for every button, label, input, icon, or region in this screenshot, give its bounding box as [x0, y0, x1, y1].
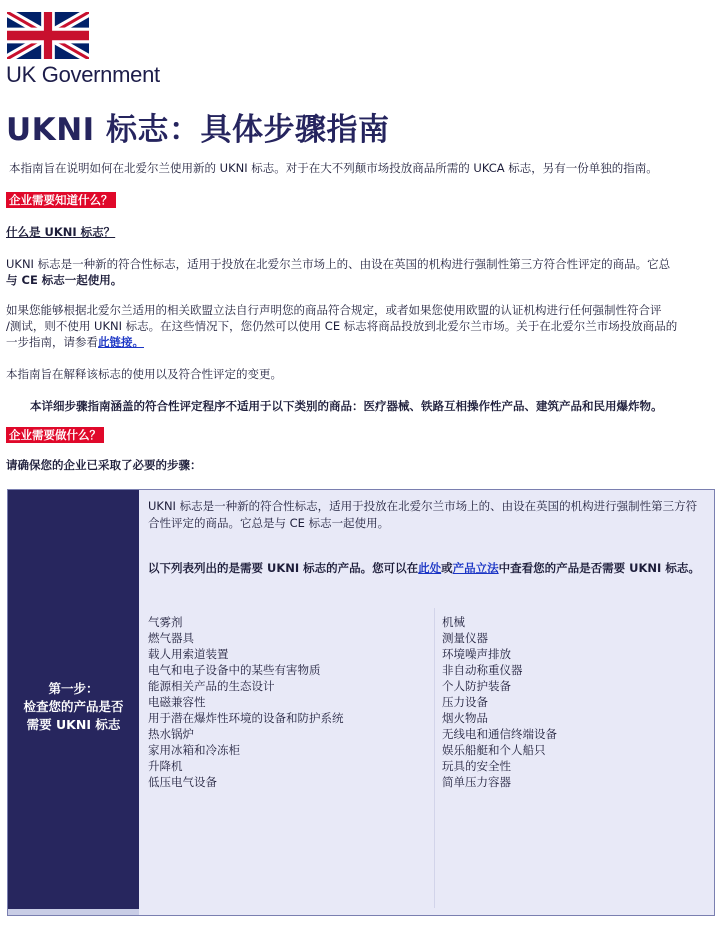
- products-list-left: [148, 614, 344, 790]
- section-heading-do: [6, 427, 104, 443]
- uk-government-logo: [7, 12, 89, 59]
- step1-description: UKNI 标志是一种新的符合性标志，适用于投放在北爱尔兰市场上的、由设在英国的机构进行强制性第三方符合性评定的商品。它总是与 CE 标志一起使用。: [148, 499, 698, 530]
- step1-content-cell: [139, 490, 714, 915]
- product-list-item: 家用冰箱和冷冻柜: [148, 743, 240, 757]
- steps-table: [7, 489, 715, 916]
- this-link[interactable]: 此链接。: [98, 335, 144, 349]
- product-list-item: 环境噪声排放: [442, 647, 511, 661]
- para2-line1: 如果您能够根据北爱尔兰适用的相关欧盟立法自行声明您的商品符合规定，或者如果您使用欧盟的认证机构进行任何强制性符合评: [6, 303, 662, 317]
- product-list-item: 简单压力容器: [442, 775, 511, 789]
- product-list-item: 机械: [442, 615, 465, 629]
- step1-label-line1: 第一步：: [48, 681, 99, 696]
- product-list-item: 热水锅炉: [148, 727, 194, 741]
- product-list-item: 非自动称重仪器: [442, 663, 523, 677]
- step1-label-cell: [8, 490, 139, 915]
- product-list-item: 能源相关产品的生态设计: [148, 679, 275, 693]
- para1-line2: 与 CE 标志一起使用。: [6, 273, 123, 287]
- para2-line3-text: 一步指南，请参看: [6, 335, 98, 349]
- product-list-item: 个人防护装备: [442, 679, 511, 693]
- list-intro-post: 中查看您的产品是否需要 UKNI 标志。: [498, 561, 700, 575]
- section-heading-know: [6, 192, 116, 208]
- intro-text: 本指南旨在说明如何在北爱尔兰使用新的 UKNI 标志。对于在大不列颠市场投放商品所需的 UKCA 标志，另有一份单独的指南。: [9, 161, 658, 175]
- step1-label-line2: 检查您的产品是否: [23, 699, 124, 714]
- product-list-item: 测量仪器: [442, 631, 488, 645]
- step1-label-line3: 需要 UKNI 标志: [26, 717, 121, 732]
- subheading-what-is-ukni-label: 什么是 UKNI 标志？: [6, 225, 116, 239]
- product-list-item: 烟火物品: [442, 711, 488, 725]
- product-list-item: 压力设备: [442, 695, 488, 709]
- product-list-item: 无线电和通信终端设备: [442, 727, 557, 741]
- union-jack-flag-icon: [7, 12, 89, 59]
- product-list-item: 娱乐船艇和个人船只: [442, 743, 546, 757]
- para1-line1: UKNI 标志是一种新的符合性标志，适用于投放在北爱尔兰市场上的、由设在英国的机构进行强制性第三方符合性评定的商品。它总: [6, 257, 671, 271]
- product-legislation-link[interactable]: 产品立法: [452, 561, 499, 575]
- step1-list-intro: [148, 560, 708, 577]
- product-list-item: 载人用索道装置: [148, 647, 229, 661]
- section-heading-do-label: 企业需要做什么？: [6, 427, 104, 443]
- para3: 本指南旨在解释该标志的使用以及符合性评定的变更。: [6, 367, 282, 381]
- list-intro-mid: 或: [441, 561, 453, 575]
- para4-exclusions: 本详细步骤指南涵盖的符合性评定程序不适用于以下类别的商品：医疗器械、铁路互相操作性产品、建筑产品和民用爆炸物。: [30, 399, 663, 413]
- section-heading-know-label: 企业需要知道什么？: [6, 192, 116, 208]
- step1-label-strip: [8, 909, 139, 915]
- product-list-item: 低压电气设备: [148, 775, 217, 789]
- product-list-item: 电气和电子设备中的某些有害物质: [148, 663, 321, 677]
- product-list-item: 燃气器具: [148, 631, 194, 645]
- here-link[interactable]: 此处: [418, 561, 442, 575]
- logo-text: UK Government: [6, 62, 160, 87]
- product-list-item: 气雾剂: [148, 615, 183, 629]
- page-title: UKNI 标志：具体步骤指南: [6, 112, 390, 148]
- product-list-item: 升降机: [148, 759, 183, 773]
- step1-label: [8, 680, 139, 734]
- products-list-right: [442, 614, 557, 790]
- list-intro-pre: 以下列表列出的是需要 UKNI 标志的产品。您可以在: [148, 561, 419, 575]
- para2-line3: [6, 334, 144, 350]
- para2-line2: /测试，则不使用 UKNI 标志。在这些情况下，您仍然可以使用 CE 标志将商品投放到北爱尔兰市场。关于在北爱尔兰市场投放商品的: [6, 319, 678, 333]
- subheading-what-is-ukni: [6, 224, 115, 240]
- product-list-item: 电磁兼容性: [148, 695, 206, 709]
- column-divider: [434, 608, 435, 908]
- instruction-text: 请确保您的企业已采取了必要的步骤：: [6, 458, 202, 472]
- product-list-item: 用于潜在爆炸性环境的设备和防护系统: [148, 711, 344, 725]
- product-list-item: 玩具的安全性: [442, 759, 511, 773]
